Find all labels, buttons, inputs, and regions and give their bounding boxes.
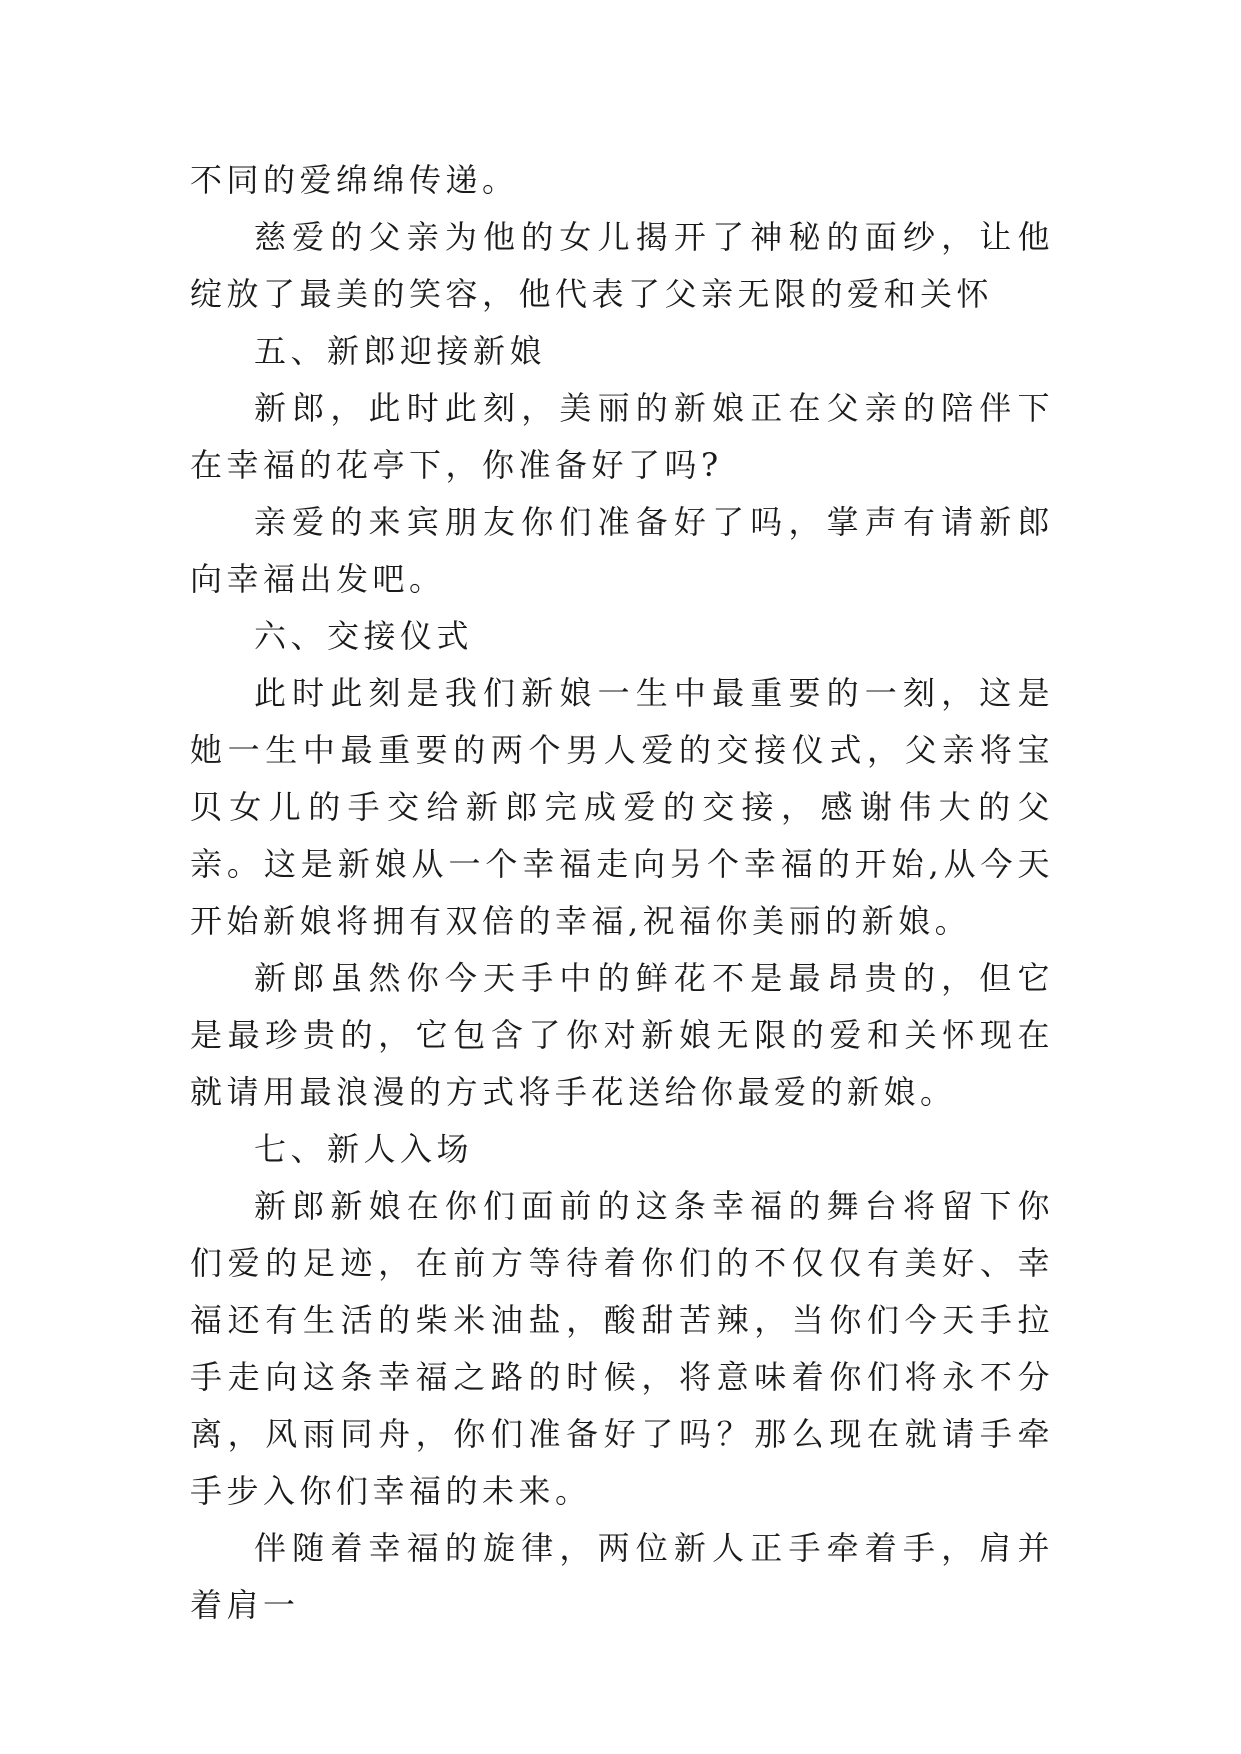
paragraph: 此时此刻是我们新娘一生中最重要的一刻，这是她一生中最重要的两个男人爱的交接仪式，父亲将宝贝女儿的手交给新郎完成爱的交接，感谢伟大的父亲。这是新娘从一个幸福走向另个幸福的开始,从今天开始新娘将拥有双倍的幸福,祝福你美丽的新娘。 [190, 674, 1054, 940]
section-heading-5: 五、新郎迎接新娘 [254, 332, 547, 370]
paragraph: 新郎新娘在你们面前的这条幸福的舞台将留下你们爱的足迹，在前方等待着你们的不仅仅有美好、幸福还有生活的柴米油盐，酸甜苦辣，当你们今天手拉手走向这条幸福之路的时候，将意味着你们将永不分离，风雨同舟，你们准备好了吗？那么现在就请手牵手步入你们幸福的未来。 [190, 1187, 1054, 1510]
paragraph-truncated: 伴随着幸福的旋律，两位新人正手牵着手，肩并着肩一 [190, 1529, 1054, 1624]
paragraph: 新郎虽然你今天手中的鲜花不是最昂贵的，但它是最珍贵的，它包含了你对新娘无限的爱和关怀现在就请用最浪漫的方式将手花送给你最爱的新娘。 [190, 959, 1054, 1111]
paragraph: 慈爱的父亲为他的女儿揭开了神秘的面纱，让他绽放了最美的笑容，他代表了父亲无限的爱和关怀 [190, 218, 1054, 313]
paragraph-continuation: 不同的爱绵绵传递。 [190, 161, 519, 199]
document-body [190, 152, 1054, 1634]
paragraph: 亲爱的来宾朋友你们准备好了吗，掌声有请新郎向幸福出发吧。 [190, 503, 1054, 598]
paragraph: 新郎，此时此刻，美丽的新娘正在父亲的陪伴下在幸福的花亭下，你准备好了吗? [190, 389, 1054, 484]
section-heading-6: 六、交接仪式 [254, 617, 474, 655]
section-heading-7: 七、新人入场 [254, 1130, 474, 1168]
